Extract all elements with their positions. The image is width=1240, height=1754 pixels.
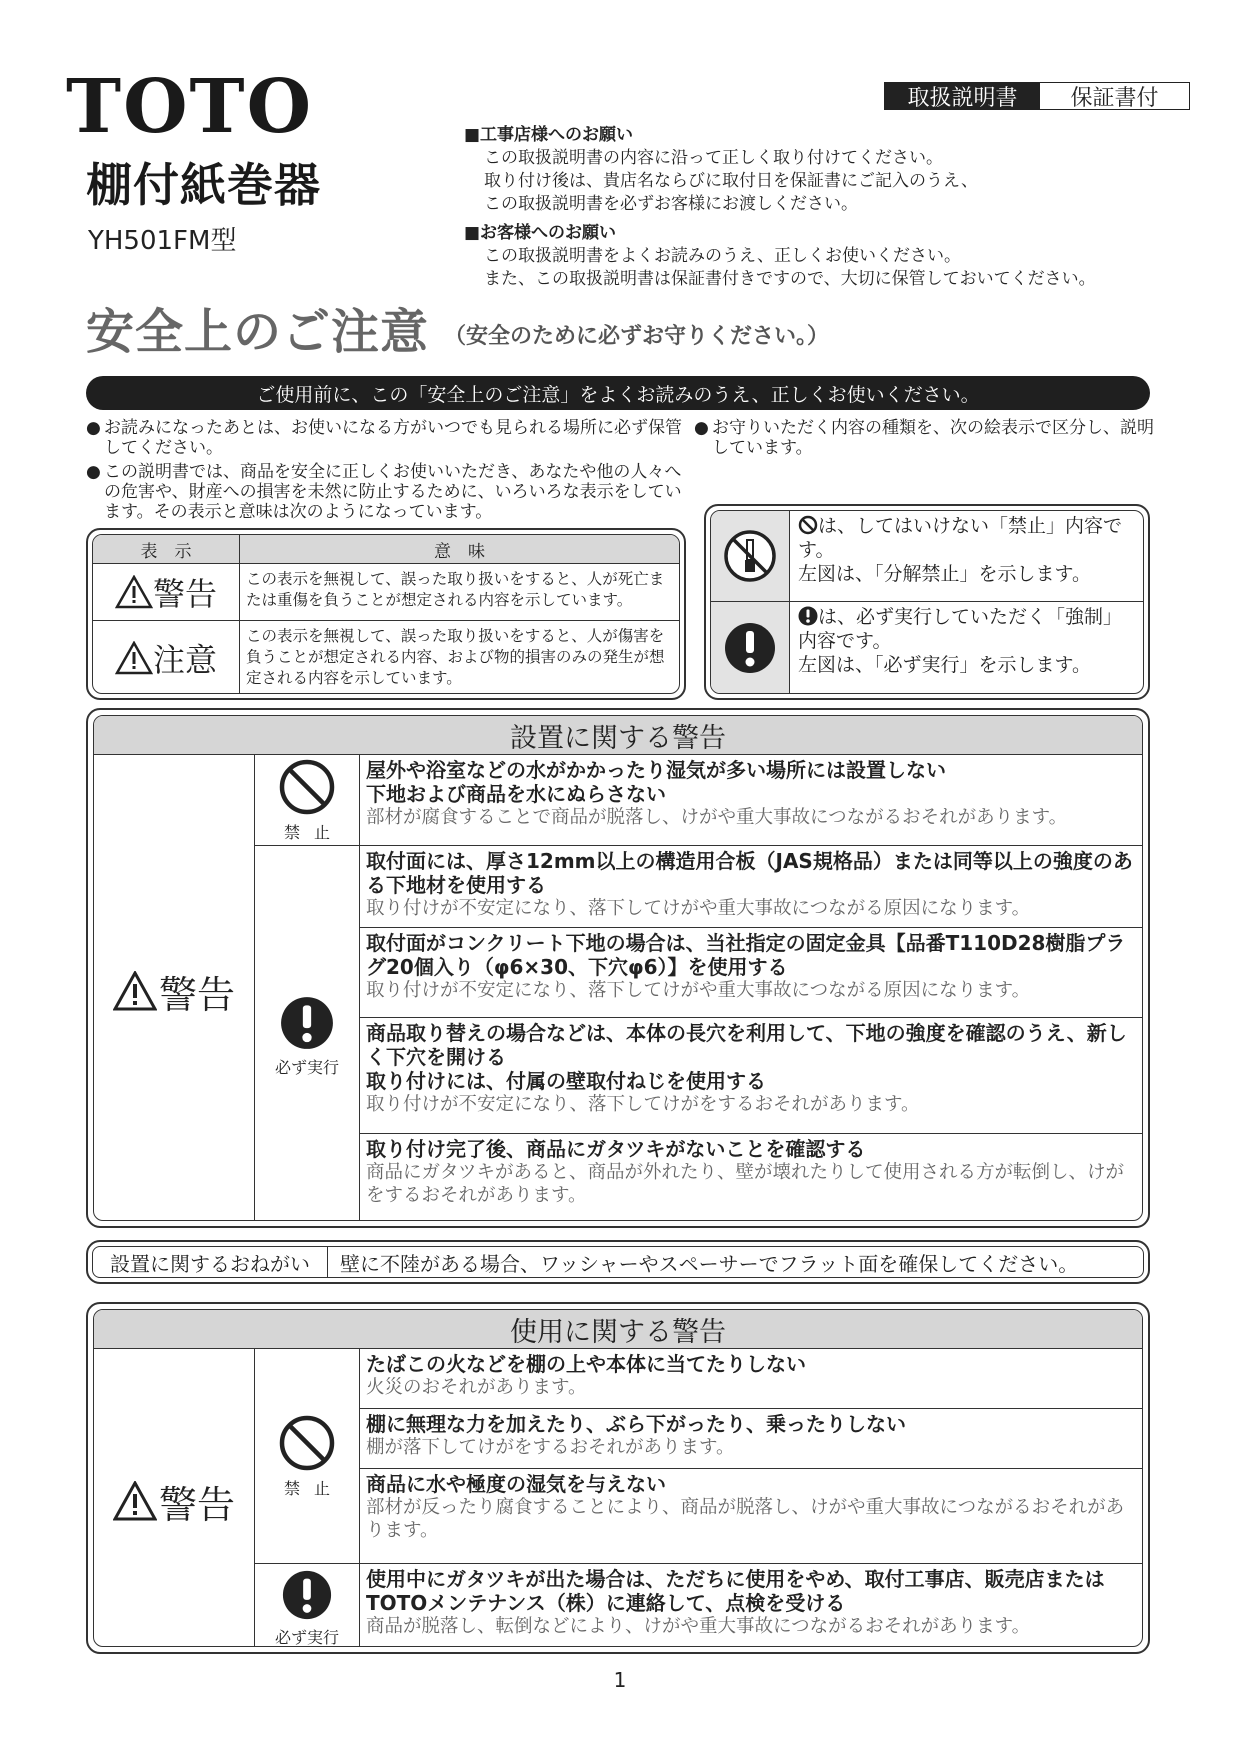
install-request-text: 壁に不陸がある場合、ワッシャーやスペーサーでフラット面を確保してください。: [340, 1251, 1079, 1276]
mandatory-caption: 必ず実行: [274, 1057, 339, 1077]
symbol-prohibited-desc: は、してはいけない「禁止」内容です。: [798, 515, 1123, 561]
install-warning-label: 警告: [158, 972, 235, 1017]
warning-item: 商品取り替えの場合などは、本体の長穴を利用して、下地の強度を確認のうえ、新しく下穴を開ける 取り付けには、付属の壁取付ねじを使用する 取り付けが不安定になり、落下してけがをするおそれがあります。: [360, 1018, 1142, 1134]
note-right-1: ● お守りいただく内容の種類を、次の絵表示で区分し、説明しています。: [694, 418, 1154, 458]
mandatory-icon: [279, 995, 335, 1051]
warning-item: たばこの火などを棚の上や本体に当てたりしない 火災のおそれがあります。: [360, 1349, 1142, 1409]
request-heading: ■工事店様へのお願い: [464, 125, 634, 145]
install-prohibited-group: [255, 755, 1142, 846]
mandatory-inline-icon: [798, 606, 818, 626]
request-line: この取扱説明書を必ずお客様にお渡しください。: [484, 194, 858, 214]
install-request: [86, 1240, 1150, 1284]
caution-triangle-icon: [115, 641, 153, 675]
product-model: YH501FM型: [88, 226, 237, 256]
safety-title: 安全上のご注意: [86, 304, 430, 360]
product-name: 棚付紙巻器: [86, 158, 321, 212]
legend-header-meaning: 意 味: [434, 541, 485, 562]
safety-subtitle: （安全のために必ずお守りください。）: [444, 324, 830, 349]
prohibited-caption: 禁止: [283, 1478, 344, 1498]
warning-triangle-icon: [113, 1481, 157, 1521]
mandatory-icon: [281, 1569, 333, 1621]
prohibited-icon: [278, 758, 336, 816]
warning-triangle-icon: [115, 575, 153, 609]
use-warning-title: 使用に関する警告: [94, 1310, 1142, 1349]
manual-badge: 取扱説明書: [885, 83, 1040, 109]
request-line: また、この取扱説明書は保証書付きですので、大切に保管しておいてください。: [484, 269, 1096, 289]
document-badges: [884, 82, 1190, 110]
warning-item: 取付面がコンクリート下地の場合は、当社指定の固定金具【品番T110D28樹脂プラグ20個入り（φ6×30、下穴φ6）】を使用する 取り付けが不安定になり、落下してけがや重大事故につながる原因になります。: [360, 928, 1142, 1018]
legend-meaning-caution: この表示を無視して、誤った取り扱いをすると、人が傷害を負うことが想定される内容、および物的損害のみの発生が想定される内容を示しています。: [246, 627, 665, 687]
symbol-row-mandatory: [711, 602, 1143, 694]
legend-header-display: 表 示: [93, 535, 240, 563]
request-line: この取扱説明書の内容に沿って正しく取り付けてください。: [484, 148, 943, 168]
request-customer: [464, 222, 1096, 291]
symbol-row-prohibited: [711, 511, 1143, 602]
warning-item: 取り付け完了後、商品にガタツキがないことを確認する 商品にガタツキがあると、商品が外れたり、壁が壊れたりして使用される方が転倒し、けがをするおそれがあります。: [366, 1137, 1124, 1206]
use-warning-label: 警告: [158, 1482, 235, 1527]
legend-label-warning: 警告: [152, 575, 217, 613]
symbol-prohibited-example: 左図は、「分解禁止」を示します。: [798, 563, 1091, 585]
request-heading: ■お客様へのお願い: [464, 223, 617, 243]
warning-item: 棚に無理な力を加えたり、ぶら下がったり、乗ったりしない 棚が落下してけがをするおそれがあります。: [360, 1409, 1142, 1469]
install-warning-table: [86, 708, 1150, 1228]
disassembly-prohibited-icon: [722, 528, 778, 584]
use-mandatory-group: [255, 1564, 1142, 1647]
install-mandatory-group: [255, 846, 1142, 1221]
note-left-1: ● お読みになったあとは、お使いになる方がいつでも見られる場所に必ず保管してください。: [86, 418, 682, 458]
use-warning-table: [86, 1302, 1150, 1654]
legend-row-warning: [93, 564, 679, 621]
request-line: この取扱説明書をよくお読みのうえ、正しくお使いください。: [484, 246, 962, 266]
note-left-2: ● この説明書では、商品を安全に正しくお使いいただき、あなたや他の人々への危害や、財産への損害を未然に防止するために、いろいろな表示をしています。その表示と意味は次のようになっています。: [86, 462, 682, 522]
prohibited-inline-icon: [798, 515, 818, 535]
legend-meaning-warning: この表示を無視して、誤った取り扱いをすると、人が死亡または重傷を負うことが想定される内容を示しています。: [246, 570, 665, 609]
legend-header: [93, 535, 679, 564]
prohibited-icon: [278, 1414, 336, 1472]
warranty-badge: 保証書付: [1070, 85, 1159, 111]
request-contractor: [464, 124, 978, 216]
warning-item: 取付面には、厚さ12mm以上の構造用合板（JAS規格品）または同等以上の強度のある下地材を使用する 取り付けが不安定になり、落下してけがや重大事故につながる原因になります。: [360, 846, 1142, 928]
brand-logo: TOTO: [66, 64, 314, 150]
warning-triangle-icon: [113, 971, 157, 1011]
warning-item: 商品に水や極度の湿気を与えない 部材が反ったり腐食することにより、商品が脱落し、けがや重大事故につながるおそれがあります。: [366, 1472, 1125, 1541]
mandatory-caption: 必ず実行: [274, 1627, 339, 1647]
page-number: 1: [613, 1668, 627, 1692]
legend-row-caution: [93, 621, 679, 694]
symbol-mandatory-example: 左図は、「必ず実行」を示します。: [798, 654, 1091, 676]
legend-table: [86, 528, 686, 700]
request-line: 取り付け後は、貴店名ならびに取付日を保証書にご記入のうえ、: [484, 171, 979, 191]
warning-item: 使用中にガタツキが出た場合は、ただちに使用をやめ、取付工事店、販売店またはTOTOメンテナンス（株）に連絡して、点検を受ける 商品が脱落し、転倒などにより、けがや重大事故につながるおそれがあります。: [366, 1567, 1105, 1637]
use-prohibited-group: [255, 1349, 1142, 1564]
legend-label-caution: 注意: [152, 641, 217, 679]
safety-banner: ご使用前に、この「安全上のご注意」をよくお読みのうえ、正しくお使いください。: [86, 376, 1150, 410]
symbol-mandatory-desc: は、必ず実行していただく「強制」内容です。: [798, 606, 1123, 652]
install-warning-title: 設置に関する警告: [94, 716, 1142, 755]
symbol-table: [704, 504, 1150, 700]
install-request-label: 設置に関するおねがい: [93, 1247, 328, 1277]
mandatory-icon: [723, 621, 777, 675]
warning-item: 屋外や浴室などの水がかかったり湿気が多い場所には設置しない 下地および商品を水にぬらさない 部材が腐食することで商品が脱落し、けがや重大事故につながるおそれがあります。: [366, 758, 1068, 828]
prohibited-caption: 禁止: [283, 822, 344, 842]
